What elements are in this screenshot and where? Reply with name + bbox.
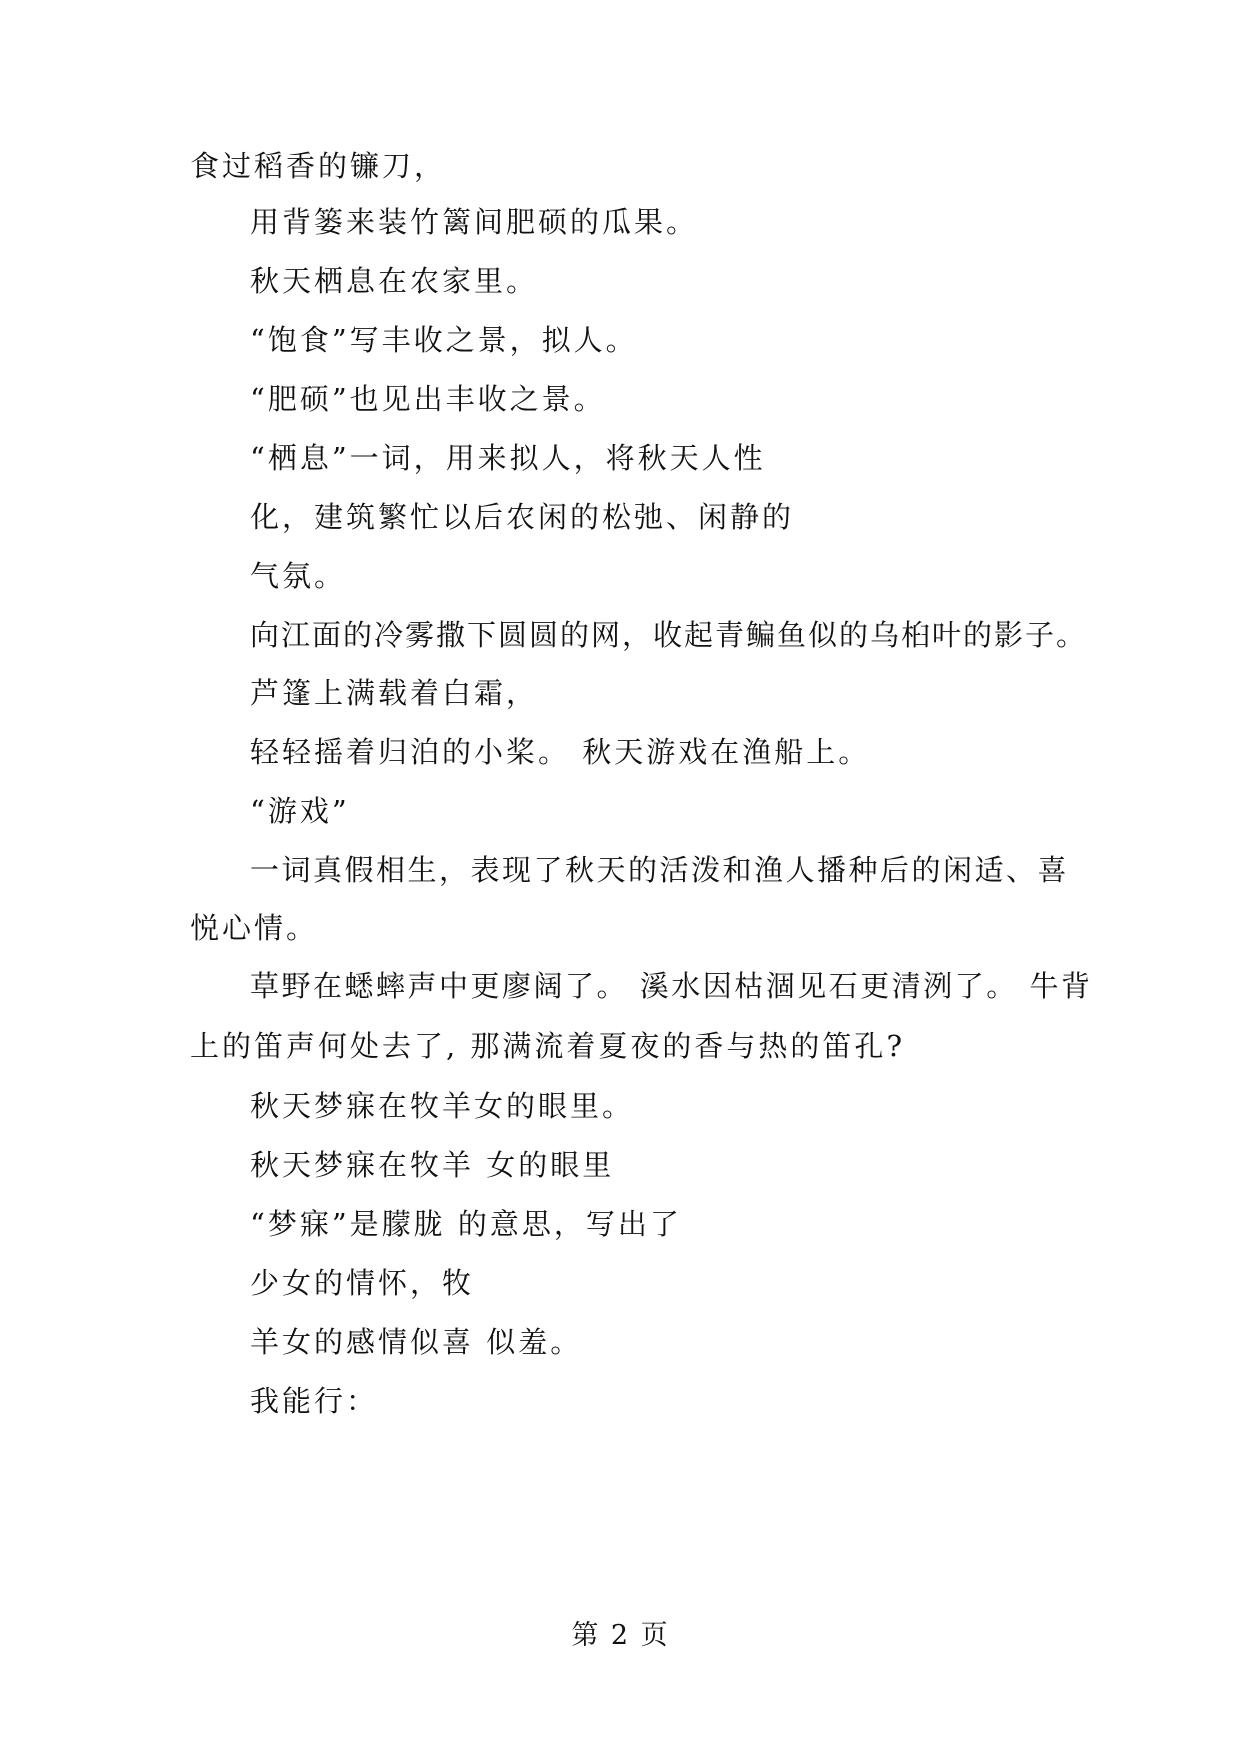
text-line: 化，建筑繁忙以后农闲的松弛、闲静的	[250, 500, 795, 534]
text-line: “梦寐”是朦胧 的意思，写出了	[250, 1207, 682, 1241]
text-line: 向江面的冷雾撒下圆圆的网，收起青鳊鱼似的乌桕叶的影子。	[250, 618, 1088, 652]
text-line: 用背篓来装竹篱间肥硕的瓜果。	[250, 205, 699, 239]
text-line: 芦篷上满载着白霜，	[250, 676, 539, 710]
text-line: 悦心情。	[190, 911, 319, 945]
text-line: “饱食”写丰收之景，拟人。	[250, 323, 638, 357]
text-line: 一词真假相生，表现了秋天的活泼和渔人播种后的闲适、喜	[250, 853, 1070, 887]
text-line: 秋天梦寐在牧羊 女的眼里	[250, 1148, 615, 1182]
text-line: 上的笛声何处去了, 那满流着夏夜的香与热的笛孔?	[190, 1029, 905, 1063]
text-line: 气氛。	[250, 559, 347, 593]
text-line: “栖息”一词，用来拟人，将秋天人性	[250, 441, 766, 475]
text-line: “游戏”	[250, 794, 350, 828]
text-line: 秋天栖息在农家里。	[250, 264, 539, 298]
text-line: 草野在蟋蟀声中更廖阔了。 溪水因枯涸见石更清洌了。 牛背	[250, 969, 1093, 1003]
text-line: 秋天梦寐在牧羊女的眼里。	[250, 1089, 635, 1123]
text-line: 我能行：	[250, 1384, 379, 1418]
page-number: 第 2 页	[571, 1620, 670, 1651]
text-line: “肥硕”也见出丰收之景。	[250, 382, 606, 416]
text-line: 轻轻摇着归泊的小桨。 秋天游戏在渔船上。	[250, 735, 871, 769]
text-line: 食过稻香的镰刀，	[190, 149, 447, 183]
text-line: 少女的情怀，牧	[250, 1266, 475, 1300]
text-line: 羊女的感情似喜 似羞。	[250, 1325, 583, 1359]
